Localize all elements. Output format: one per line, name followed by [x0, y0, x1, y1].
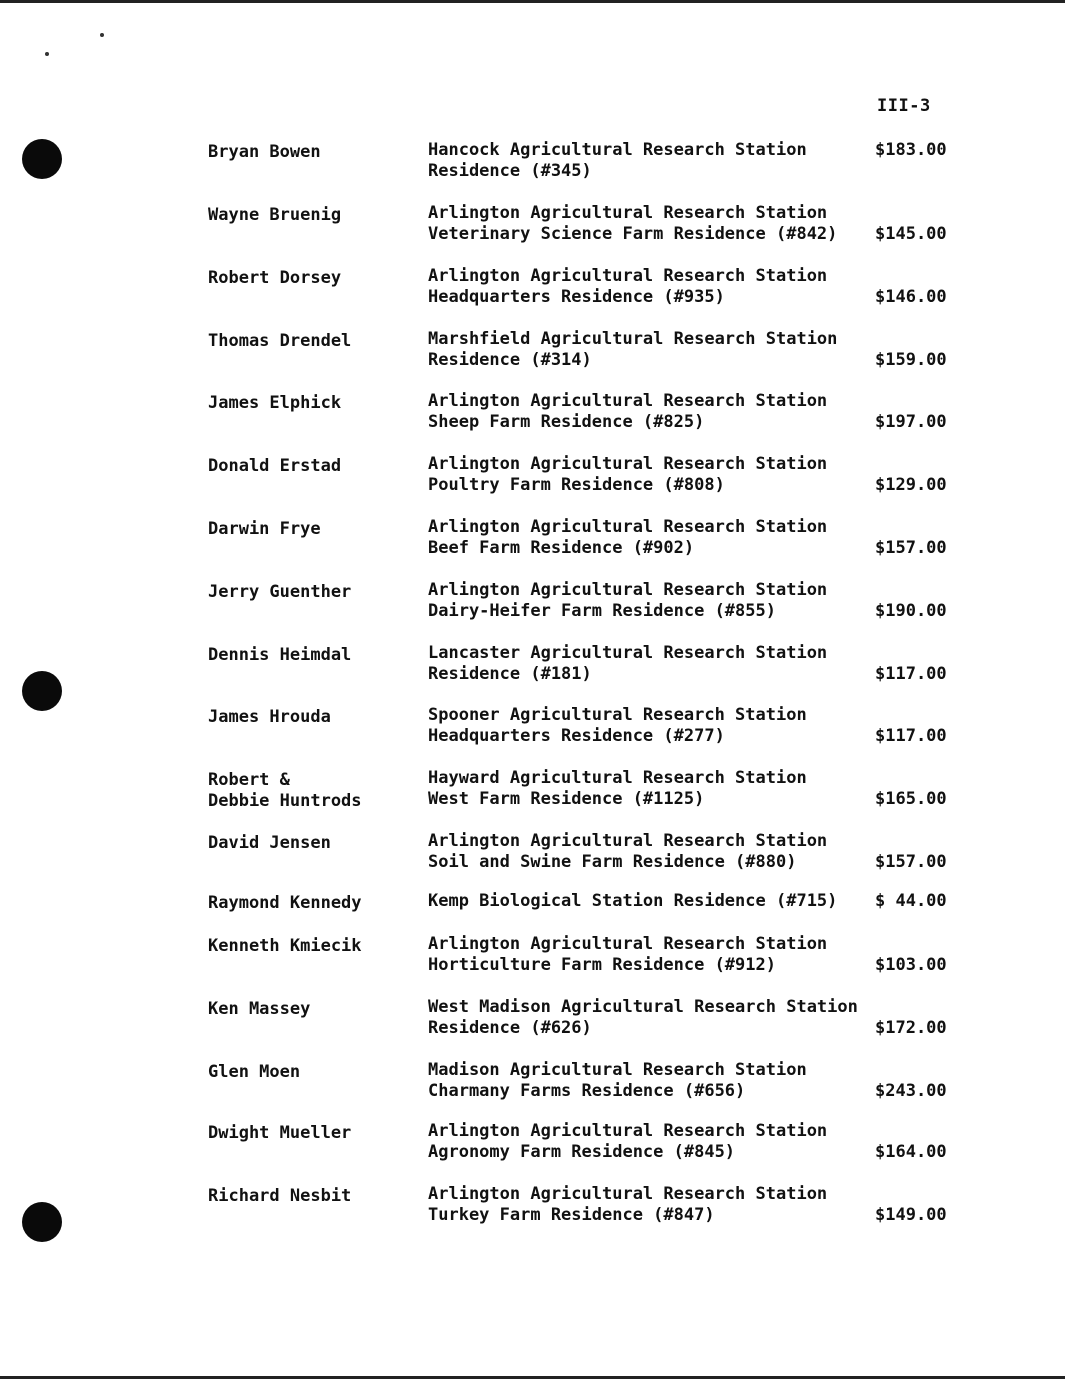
station-line: Arlington Agricultural Research Station [428, 831, 828, 851]
station-line: Arlington Agricultural Research Station [428, 580, 828, 600]
station-line: Marshfield Agricultural Research Station [428, 329, 838, 349]
station-residence [428, 891, 868, 912]
list-item [0, 1060, 1065, 1120]
resident-name: Robert Dorsey [208, 268, 342, 288]
station-residence [428, 329, 868, 371]
residence-line: Turkey Farm Residence (#847) [428, 1205, 715, 1225]
station-line: Arlington Agricultural Research Station [428, 391, 828, 411]
station-residence [428, 997, 868, 1039]
list-item [0, 831, 1065, 891]
rent-amount: $159.00 [875, 350, 947, 370]
rent-amount: $190.00 [875, 601, 947, 621]
station-residence [428, 203, 868, 245]
rent-amount: $157.00 [875, 852, 947, 872]
residence-line: Dairy-Heifer Farm Residence (#855) [428, 601, 776, 621]
resident-name: David Jensen [208, 833, 331, 853]
residence-line: Soil and Swine Farm Residence (#880) [428, 852, 797, 872]
station-line: Lancaster Agricultural Research Station [428, 643, 828, 663]
residence-line: Charmany Farms Residence (#656) [428, 1081, 746, 1101]
station-residence [428, 454, 868, 496]
station-residence [428, 391, 868, 433]
rent-amount: $165.00 [875, 789, 947, 809]
station-line: West Madison Agricultural Research Station [428, 997, 858, 1017]
page-number: III-3 [877, 96, 931, 116]
station-residence [428, 580, 868, 622]
resident-name: Dennis Heimdal [208, 645, 352, 665]
rent-amount: $183.00 [875, 140, 947, 160]
resident-name: James Hrouda [208, 707, 331, 727]
station-line: Arlington Agricultural Research Station [428, 266, 828, 286]
rent-amount: $197.00 [875, 412, 947, 432]
top-edge-rule [0, 0, 1065, 3]
residence-line: Beef Farm Residence (#902) [428, 538, 695, 558]
residence-line: Headquarters Residence (#277) [428, 726, 725, 746]
residence-line: Horticulture Farm Residence (#912) [428, 955, 776, 975]
station-line: Arlington Agricultural Research Station [428, 934, 828, 954]
station-residence [428, 1060, 868, 1102]
resident-name: Kenneth Kmiecik [208, 936, 362, 956]
station-line: Arlington Agricultural Research Station [428, 1121, 828, 1141]
list-item [0, 517, 1065, 577]
residence-line: Residence (#626) [428, 1018, 592, 1038]
station-line: Hayward Agricultural Research Station [428, 768, 807, 788]
resident-name: Bryan Bowen [208, 142, 321, 162]
list-item [0, 643, 1065, 703]
station-residence [428, 768, 868, 810]
residence-line: Agronomy Farm Residence (#845) [428, 1142, 736, 1162]
rent-amount: $172.00 [875, 1018, 947, 1038]
bottom-edge-rule [0, 1376, 1065, 1379]
list-item [0, 454, 1065, 514]
resident-name: Jerry Guenther [208, 582, 352, 602]
rent-amount: $103.00 [875, 955, 947, 975]
rent-amount: $117.00 [875, 726, 947, 746]
list-item [0, 1184, 1065, 1244]
resident-name: Wayne Bruenig [208, 205, 342, 225]
list-item [0, 1121, 1065, 1181]
residence-line: West Farm Residence (#1125) [428, 789, 705, 809]
rent-amount: $117.00 [875, 664, 947, 684]
scan-speck [45, 52, 49, 56]
resident-name: Raymond Kennedy [208, 893, 362, 913]
rent-amount: $129.00 [875, 475, 947, 495]
list-item [0, 934, 1065, 994]
residence-line: Residence (#345) [428, 161, 592, 181]
list-item [0, 997, 1065, 1057]
station-residence [428, 1184, 868, 1226]
residence-line: Veterinary Science Farm Residence (#842) [428, 224, 838, 244]
rent-amount: $149.00 [875, 1205, 947, 1225]
resident-name: Robert & Debbie Huntrods [208, 770, 362, 811]
rent-amount: $145.00 [875, 224, 947, 244]
station-line: Hancock Agricultural Research Station [428, 140, 807, 160]
station-line: Arlington Agricultural Research Station [428, 517, 828, 537]
station-residence [428, 1121, 868, 1163]
residence-line: Poultry Farm Residence (#808) [428, 475, 725, 495]
station-line: Kemp Biological Station Residence (#715) [428, 891, 838, 911]
list-item [0, 580, 1065, 640]
station-residence [428, 705, 868, 747]
resident-name: Glen Moen [208, 1062, 301, 1082]
list-item [0, 203, 1065, 263]
list-item [0, 768, 1065, 828]
rent-amount: $164.00 [875, 1142, 947, 1162]
resident-name: Ken Massey [208, 999, 311, 1019]
rent-amount: $243.00 [875, 1081, 947, 1101]
residence-line: Residence (#181) [428, 664, 592, 684]
station-line: Arlington Agricultural Research Station [428, 203, 828, 223]
resident-name: Dwight Mueller [208, 1123, 352, 1143]
residence-line: Headquarters Residence (#935) [428, 287, 725, 307]
list-item [0, 391, 1065, 451]
rent-amount: $ 44.00 [875, 891, 947, 911]
station-residence [428, 643, 868, 685]
station-line: Spooner Agricultural Research Station [428, 705, 807, 725]
list-item [0, 329, 1065, 389]
station-line: Madison Agricultural Research Station [428, 1060, 807, 1080]
resident-name: James Elphick [208, 393, 342, 413]
residence-line: Residence (#314) [428, 350, 592, 370]
rent-amount: $157.00 [875, 538, 947, 558]
station-residence [428, 831, 868, 873]
rent-amount: $146.00 [875, 287, 947, 307]
scan-speck [100, 33, 104, 37]
station-line: Arlington Agricultural Research Station [428, 454, 828, 474]
resident-name: Donald Erstad [208, 456, 342, 476]
list-item [0, 705, 1065, 765]
resident-name: Darwin Frye [208, 519, 321, 539]
resident-name: Richard Nesbit [208, 1186, 352, 1206]
resident-name: Thomas Drendel [208, 331, 352, 351]
list-item [0, 266, 1065, 326]
station-residence [428, 934, 868, 976]
station-residence [428, 517, 868, 559]
station-line: Arlington Agricultural Research Station [428, 1184, 828, 1204]
station-residence [428, 140, 868, 182]
list-item [0, 140, 1065, 200]
station-residence [428, 266, 868, 308]
residence-line: Sheep Farm Residence (#825) [428, 412, 705, 432]
